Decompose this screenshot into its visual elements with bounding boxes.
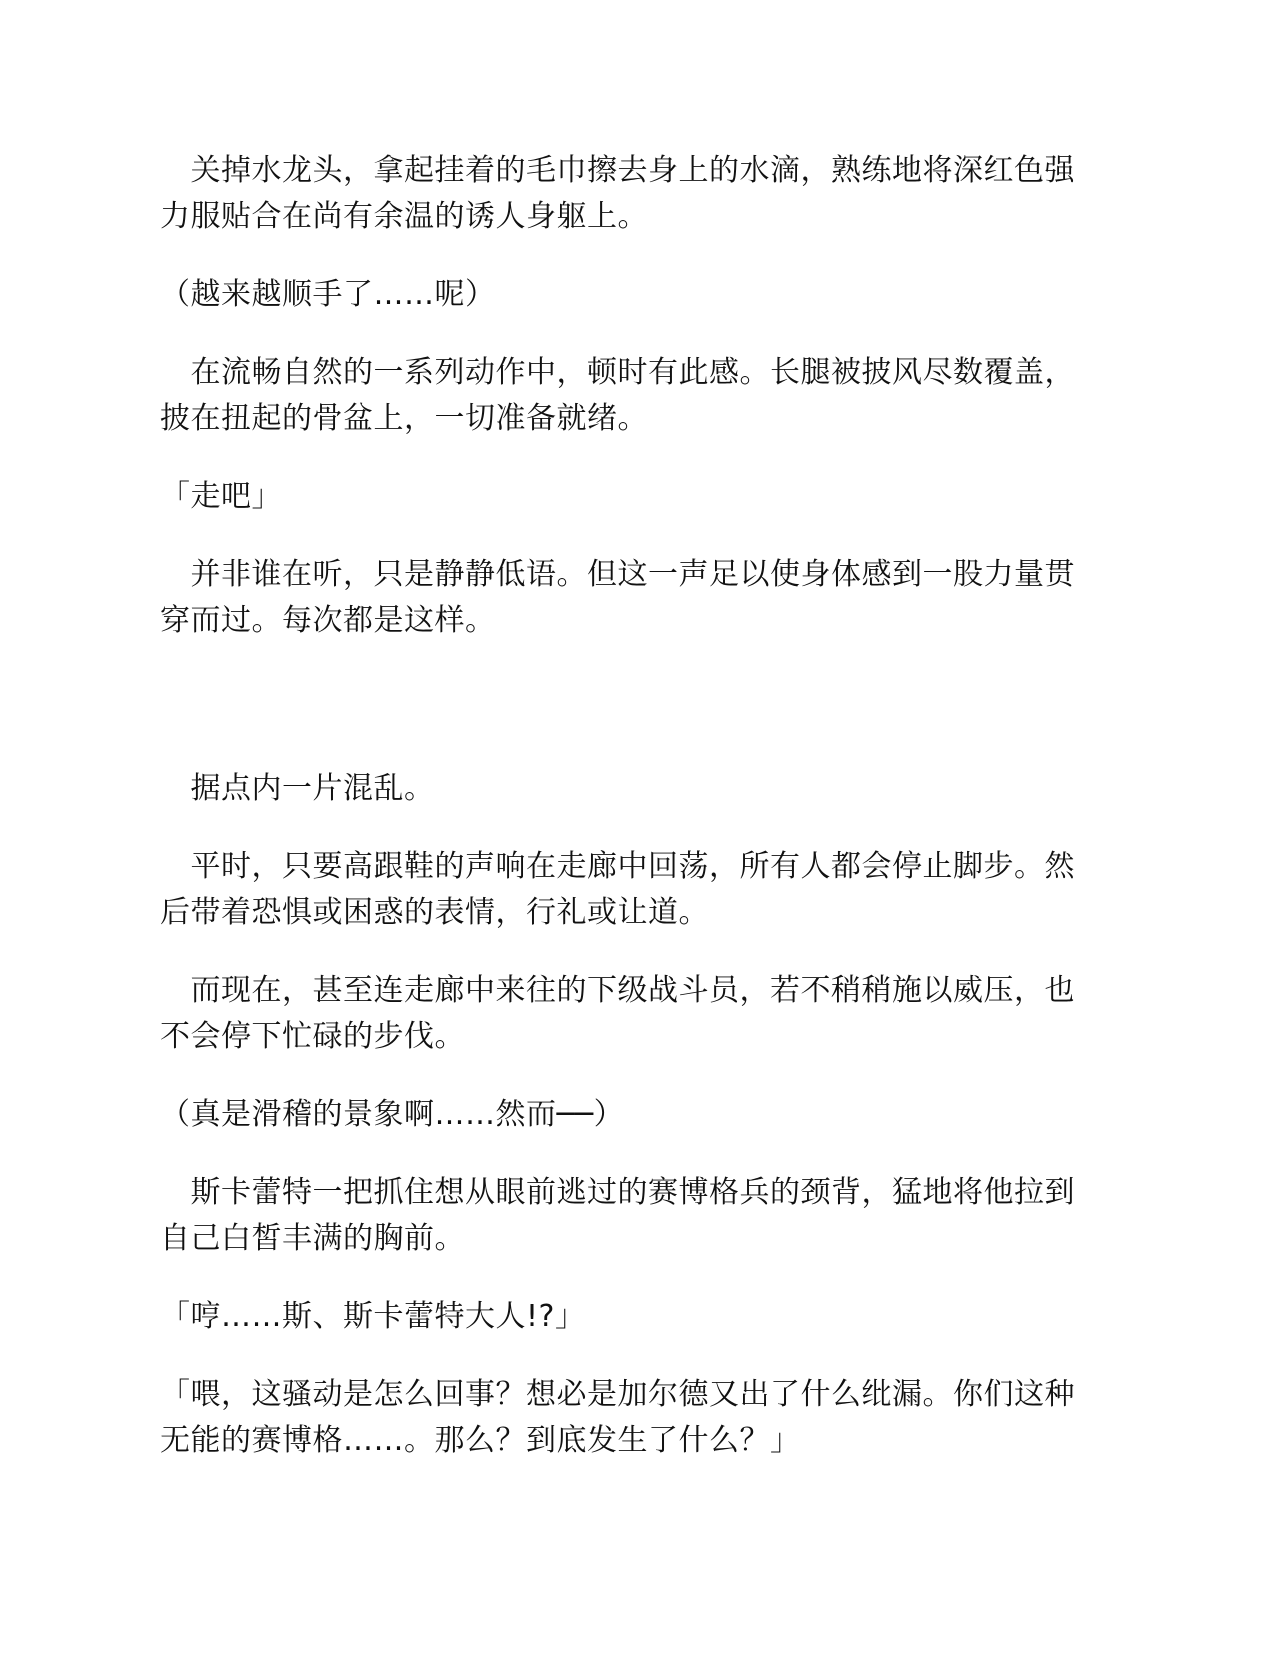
paragraph: 斯卡蕾特一把抓住想从眼前逃过的赛博格兵的颈背，猛地将他拉到自己白皙丰满的胸前。 [160, 1175, 1075, 1256]
paragraph-gap [160, 1138, 1100, 1170]
paragraph: （真是滑稽的景象啊……然而──） [160, 1097, 625, 1132]
paragraph-gap [160, 1340, 1100, 1372]
paragraph-gap [160, 520, 1100, 552]
paragraph: 「哼……斯、斯卡蕾特大人!?」 [160, 1299, 586, 1334]
paragraph-gap [160, 936, 1100, 968]
paragraph-gap [160, 240, 1100, 272]
paragraph: 平时，只要高跟鞋的声响在走廊中回荡，所有人都会停止脚步。然后带着恐惧或困惑的表情，行礼或让道。 [160, 849, 1075, 930]
paragraph-gap [160, 812, 1100, 844]
paragraph: （越来越顺手了……呢） [160, 277, 496, 312]
paragraph-gap [160, 1262, 1100, 1294]
paragraph-gap [160, 442, 1100, 474]
paragraph: 「走吧」 [160, 479, 282, 514]
paragraph: 关掉水龙头，拿起挂着的毛巾擦去身上的水滴，熟练地将深红色强力服贴合在尚有余温的诱人身躯上。 [160, 153, 1075, 234]
text-body [160, 148, 1100, 1464]
paragraph: 并非谁在听，只是静静低语。但这一声足以使身体感到一股力量贯穿而过。每次都是这样。 [160, 557, 1075, 638]
paragraph: 而现在，甚至连走廊中来往的下级战斗员，若不稍稍施以威压，也不会停下忙碌的步伐。 [160, 973, 1075, 1054]
paragraph: 「喂，这骚动是怎么回事？想必是加尔德又出了什么纰漏。你们这种无能的赛博格……。那么？到底发生了什么？」 [160, 1377, 1075, 1458]
paragraph-gap [160, 1060, 1100, 1092]
paragraph-gap [160, 318, 1100, 350]
section-break [160, 644, 1100, 766]
paragraph: 在流畅自然的一系列动作中，顿时有此感。长腿被披风尽数覆盖，披在扭起的骨盆上，一切准备就绪。 [160, 355, 1075, 436]
paragraph: 据点内一片混乱。 [160, 771, 435, 806]
